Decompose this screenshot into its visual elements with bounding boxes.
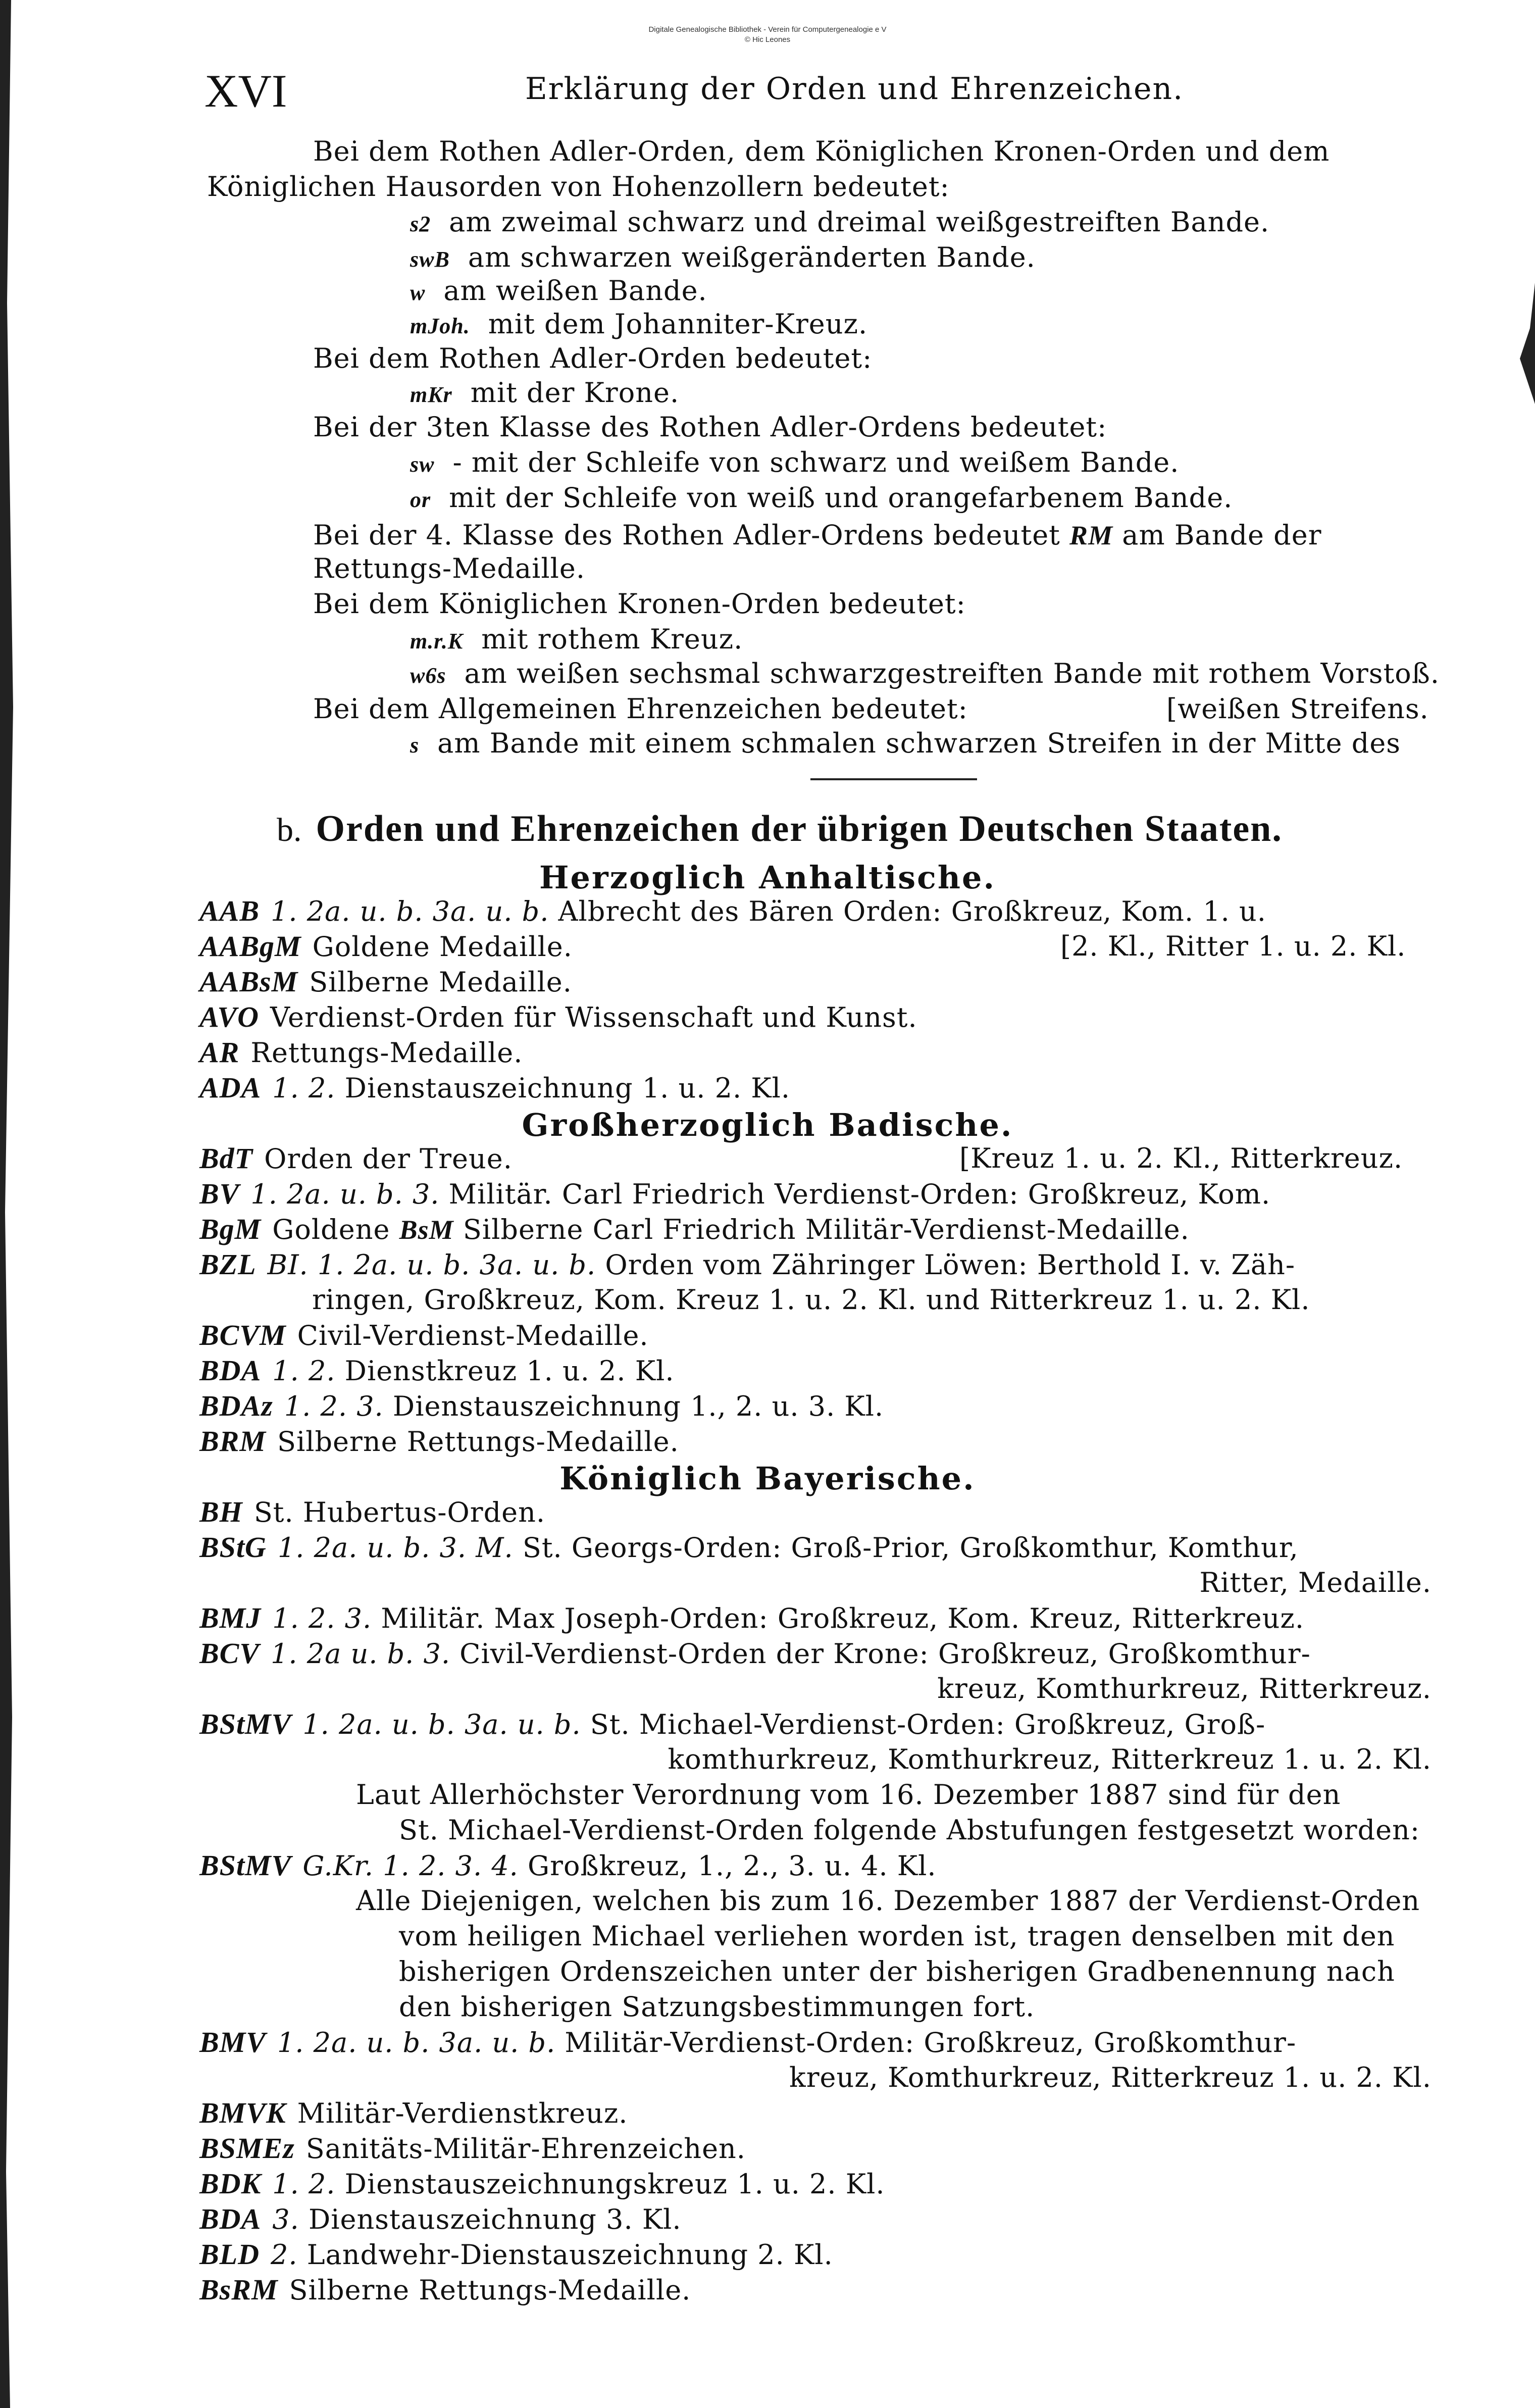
order-description: St. Georgs-Orden: Groß-Prior, Großkomthur, Komthur, [522,1532,1299,1564]
order-entry [199,893,1266,930]
order-entry [199,1352,675,1389]
order-description: Orden vom Zähringer Löwen: Berthold I. v. Zäh- [605,1249,1296,1281]
class-numbers: 1. 2a. u. b. 3a. u. b. [302,1709,581,1740]
abbreviation: BStMV [199,1708,292,1740]
abbreviation: BDA [199,2202,262,2235]
class-numbers: G.Kr. 1. 2. 3. 4. [302,1850,519,1882]
note-line: Laut Allerhöchster Verordnung vom 16. Dezember 1887 sind für den [356,1779,1341,1811]
class-numbers: 1. 2a. u. b. 3. [250,1178,440,1210]
order-description: Civil-Verdienst-Medaille. [297,1320,649,1351]
note-line: den bisherigen Satzungsbestimmungen fort. [399,1991,1035,2023]
abbreviation: mJoh. [410,314,470,338]
order-description: Dienstauszeichnungskreuz 1. u. 2. Kl. [344,2168,885,2200]
order-entry [199,1246,1295,1283]
section-heading [277,806,1283,853]
continuation-text: [2. Kl., Ritter 1. u. 2. Kl. [1060,930,1406,962]
order-continuation: ringen, Großkreuz, Kom. Kreuz 1. u. 2. Kl. und Ritterkreuz 1. u. 2. Kl. [312,1284,1310,1316]
page-title: Erklärung der Orden und Ehrenzeichen. [525,71,1184,107]
section-title: Orden und Ehrenzeichen der übrigen Deutschen Staaten. [316,808,1283,849]
abbreviation: AR [199,1036,240,1069]
abbreviation: s [410,733,420,758]
legend-text: mit rothem Kreuz. [481,623,743,655]
intro-line: Bei der 3ten Klasse des Rothen Adler-Ordens bedeutet: [313,411,1107,443]
order-entry [199,1847,937,1884]
intro-line: Bei dem Rothen Adler-Orden, dem Königlichen Kronen-Orden und dem [313,135,1330,167]
order-description: St. Hubertus-Orden. [253,1496,546,1528]
order-description: Landwehr-Dienstauszeichnung 2. Kl. [306,2239,833,2271]
order-entry [199,2166,885,2202]
order-description: Rettungs-Medaille. [250,1037,523,1069]
abbreviation: BDAz [199,1389,273,1422]
legend-row [410,239,1036,278]
order-description: Silberne Carl Friedrich Militär-Verdienst-Medaille. [463,1214,1190,1245]
order-description: Dienstauszeichnung 1., 2. u. 3. Kl. [392,1390,884,1422]
legend-text: am Bande der [1122,519,1322,551]
legend-row [410,306,867,344]
class-numbers: 1. 2. [272,1072,336,1104]
order-description: Albrecht des Bären Orden: Großkreuz, Kom. 1. u. [558,895,1266,927]
section-divider [810,778,977,780]
legend-row [410,725,1401,764]
subsection-heading: Königlich Bayerische. [559,1460,976,1497]
class-numbers: 1. 2a. u. b. 3a. u. b. [271,895,549,927]
order-description: Orden der Treue. [264,1143,513,1175]
intro-line: Rettungs-Medaille. [313,553,586,584]
abbreviation: BZL [199,1248,257,1281]
order-description: Militär. Max Joseph-Orden: Großkreuz, Kom. Kreuz, Ritterkreuz. [381,1602,1304,1634]
order-continuation: komthurkreuz, Komthurkreuz, Ritterkreuz 1. u. 2. Kl. [668,1743,1431,1775]
legend-text: mit der Krone. [470,377,680,409]
order-entry [199,1529,1299,1566]
note-line: vom heiligen Michael verliehen worden ist, tragen denselben mit den [399,1920,1395,1952]
class-numbers: 1. 2a. u. b. 3. M. [277,1532,514,1564]
class-numbers: 1. 2. [272,1355,336,1387]
order-entry [199,1176,1270,1213]
abbreviation: BCVM [199,1319,286,1351]
order-description: Silberne Rettungs-Medaille. [277,1426,679,1458]
legend-text: am Bande mit einem schmalen schwarzen Streifen in der Mitte des [437,727,1401,759]
abbreviation: RM [1069,520,1113,550]
order-description: Civil-Verdienst-Orden der Krone: Großkreuz, Großkomthur- [459,1638,1311,1670]
order-continuation: kreuz, Komthurkreuz, Ritterkreuz 1. u. 2. Kl. [789,2062,1431,2093]
abbreviation: BgM [199,1213,262,1245]
watermark-line-2: © Hic Leones [744,35,791,44]
abbreviation: BH [199,1495,243,1528]
abbreviation: BDA [199,1354,262,1387]
legend-text: mit dem Johanniter-Kreuz. [488,308,868,340]
abbreviation: BMVK [199,2096,286,2129]
class-numbers: 1. 2. 3. [272,1602,372,1634]
abbreviation: BsM [399,1215,454,1245]
order-entry [199,1034,523,1071]
legend-row [410,273,707,311]
abbreviation: BRM [199,1425,266,1458]
order-entry [199,1600,1304,1637]
abbreviation: BSMEz [199,2132,295,2165]
order-description: Silberne Medaille. [309,966,572,998]
page-number: XVI [204,65,287,117]
order-entry [199,1494,545,1531]
order-description: Großkreuz, 1., 2., 3. u. 4. Kl. [528,1850,937,1882]
class-numbers: 2. [271,2239,298,2271]
legend-row [313,517,1322,554]
abbreviation: or [410,487,431,512]
order-description: Militär-Verdienst-Orden: Großkreuz, Großkomthur- [565,2027,1297,2059]
continuation-text: [Kreuz 1. u. 2. Kl., Ritterkreuz. [959,1142,1403,1174]
abbreviation: ADA [199,1071,262,1104]
intro-line: Königlichen Hausorden von Hohenzollern bedeutet: [207,171,950,203]
abbreviation: AABsM [199,965,298,998]
order-description: Goldene Medaille. [312,931,573,963]
class-numbers: 1. 2a. u. b. 3a. u. b. [277,2027,556,2059]
legend-row [410,375,679,413]
legend-text: am weißen sechsmal schwarzgestreiften Bande mit rothem Vorstoß. [464,658,1440,689]
abbreviation: BCV [199,1637,260,1670]
abbreviation: AABgM [199,930,301,963]
abbreviation: BMV [199,2026,266,2059]
order-description: Militär-Verdienstkreuz. [297,2097,628,2129]
subsection-heading: Herzoglich Anhaltische. [539,859,996,896]
subsection-heading: Großherzoglich Badische. [522,1107,1013,1143]
legend-text: am schwarzen weißgeränderten Bande. [468,241,1036,273]
legend-text: am weißen Bande. [443,275,707,307]
order-entry [199,2272,691,2309]
scan-edge-right [1510,283,1535,404]
legend-row [410,480,1233,518]
class-numbers: 1. 2a u. b. 3. [271,1638,450,1670]
order-entry [199,964,572,1000]
abbreviation: BLD [199,2238,260,2271]
abbreviation: BMJ [199,1601,262,1634]
order-entry [199,2236,833,2273]
order-description: Dienstkreuz 1. u. 2. Kl. [344,1355,675,1387]
order-entry [199,1388,884,1425]
abbreviation: BDK [199,2167,262,2200]
watermark-line-1: Digitale Genealogische Bibliothek - Verein für Computergenealogie e V [648,25,887,34]
order-description: St. Michael-Verdienst-Orden: Großkreuz, Groß- [590,1709,1266,1740]
legend-text: - mit der Schleife von schwarz und weißem Bande. [452,446,1180,478]
order-entry [199,1635,1311,1672]
order-entry [199,2130,746,2167]
section-letter: b. [277,812,302,848]
class-numbers: 1. 2. [272,2168,336,2200]
intro-line: Bei dem Rothen Adler-Orden bedeutet: [313,342,873,374]
legend-text: mit der Schleife von weiß und orangefarbenem Bande. [449,482,1233,514]
order-entry [199,1706,1265,1743]
order-description: Sanitäts-Militär-Ehrenzeichen. [305,2133,746,2165]
abbreviation: m.r.K [410,629,464,654]
abbreviation: sw [410,452,435,477]
legend-row [410,444,1179,483]
abbreviation: BV [199,1177,240,1210]
order-description: Dienstauszeichnung 1. u. 2. Kl. [344,1072,791,1104]
order-entry [199,2024,1296,2061]
note-line: Alle Diejenigen, welchen bis zum 16. Dezember 1887 der Verdienst-Orden [356,1885,1420,1917]
order-description: Verdienst-Orden für Wissenschaft und Kunst. [270,1001,917,1033]
legend-row [410,656,1440,694]
intro-line: Bei dem Allgemeinen Ehrenzeichen bedeutet: [313,693,968,725]
order-description: Silberne Rettungs-Medaille. [289,2274,691,2306]
continuation-text: [weißen Streifens. [1166,693,1429,725]
legend-row [410,204,1269,242]
order-continuation: kreuz, Komthurkreuz, Ritterkreuz. [937,1673,1431,1704]
legend-row [410,621,743,660]
abbreviation: w [410,280,426,305]
legend-text: Bei der 4. Klasse des Rothen Adler-Ordens bedeutet [313,519,1060,551]
order-entry [199,1070,790,1107]
legend-text: am zweimal schwarz und dreimal weißgestreiften Bande. [449,206,1270,238]
order-continuation: Ritter, Medaille. [1199,1567,1431,1598]
class-numbers: 1. 2. 3. [284,1390,384,1422]
note-line: bisherigen Ordenszeichen unter der bisherigen Gradbenennung nach [399,1955,1395,1987]
order-description: Dienstauszeichnung 3. Kl. [308,2203,682,2235]
order-entry [199,1317,649,1354]
order-entry [199,1140,513,1177]
abbreviation: BsRM [199,2273,278,2306]
order-entry [199,1423,679,1460]
order-description: Militär. Carl Friedrich Verdienst-Orden: Großkreuz, Kom. [448,1178,1271,1210]
abbreviation: swB [410,247,450,272]
abbreviation: mKr [410,382,452,407]
abbreviation: AVO [199,1000,259,1033]
order-entry [199,2095,628,2132]
abbreviation: AAB [199,894,260,927]
intro-line: Bei dem Königlichen Kronen-Orden bedeutet: [313,588,966,620]
class-numbers: 3. [272,2203,299,2235]
order-description: Goldene [272,1214,390,1245]
note-line: St. Michael-Verdienst-Orden folgende Abstufungen festgesetzt worden: [399,1814,1420,1846]
abbreviation: w6s [410,663,446,688]
order-entry [199,999,917,1036]
scan-edge-left [0,0,20,2408]
order-entry [199,1211,1190,1248]
abbreviation: BStG [199,1531,267,1564]
abbreviation: s2 [410,212,431,236]
order-entry [199,2201,682,2238]
class-numbers: BI. 1. 2a. u. b. 3a. u. b. [267,1249,596,1281]
abbreviation: BStMV [199,1849,292,1882]
order-entry [199,928,573,965]
abbreviation: BdT [199,1142,253,1175]
